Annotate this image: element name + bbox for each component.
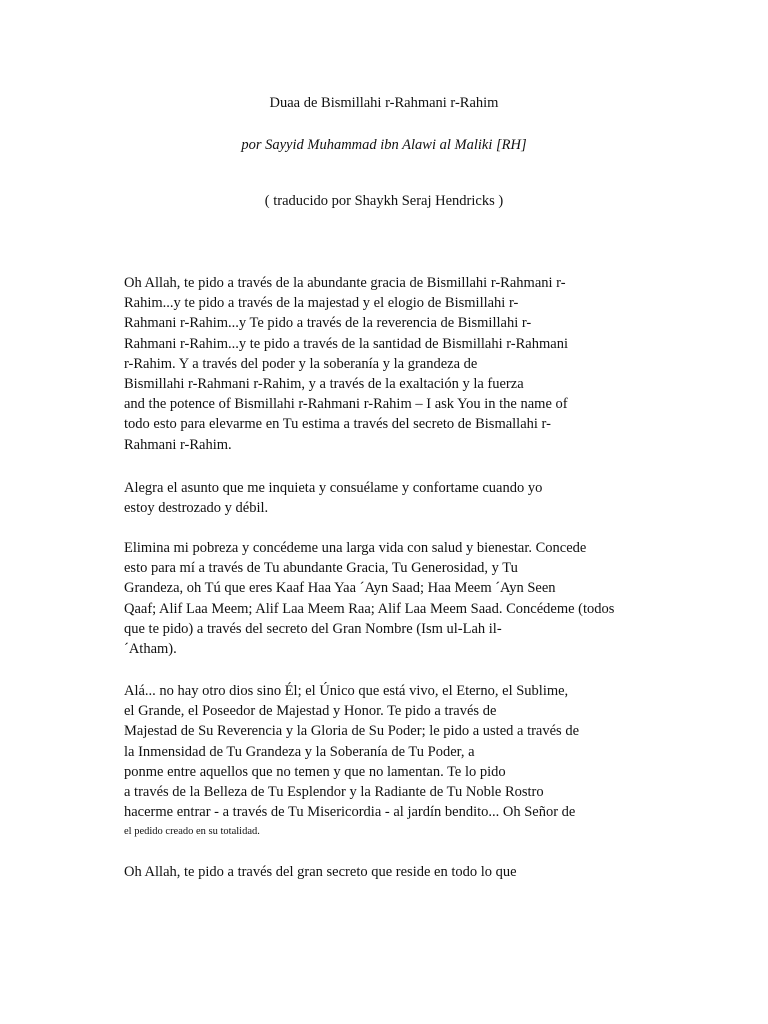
text-line: a través de la Belleza de Tu Esplendor y la Radiante de Tu Noble Rostro (124, 784, 544, 801)
paragraph-1 (124, 273, 644, 455)
paragraph-5 (124, 862, 644, 882)
text-line: Rahim...y te pido a través de la majestad y el elogio de Bismillahi r- (124, 295, 519, 312)
text-line: Alegra el asunto que me inquieta y consuélame y confortame cuando yo (124, 480, 543, 496)
text-line: que te pido) a través del secreto del Gran Nombre (Ism ul-Lah il- (124, 620, 502, 637)
text-line: Alá... no hay otro dios sino Él; el Único que está vivo, el Eterno, el Sublime, (124, 683, 569, 699)
paragraph-3 (124, 538, 644, 659)
text-line: Rahmani r-Rahim. (124, 436, 232, 453)
paragraph-4 (124, 681, 644, 843)
text-line: Oh Allah, te pido a través del gran secreto que reside en todo lo que (124, 864, 517, 880)
text-line: Majestad de Su Reverencia y la Gloria de Su Poder; le pido a usted a través de (124, 723, 580, 740)
text-line: Grandeza, oh Tú que eres Kaaf Haa Yaa ´Ayn Saad; Haa Meem ´Ayn Seen (124, 580, 556, 597)
text-line: el Grande, el Poseedor de Majestad y Honor. Te pido a través de (124, 703, 497, 720)
text-line: Rahmani r-Rahim...y te pido a través de la santidad de Bismillahi r-Rahmani (124, 335, 568, 352)
text-line: hacerme entrar - a través de Tu Misericordia - al jardín bendito... Oh Señor de (124, 804, 576, 821)
text-line: Oh Allah, te pido a través de la abundante gracia de Bismillahi r-Rahmani r- (124, 275, 566, 291)
document-translator: ( traducido por Shaykh Seraj Hendricks ) (264, 193, 504, 209)
text-line: el pedido creado en su totalidad. (124, 826, 260, 838)
text-line: estoy destrozado y débil. (124, 500, 269, 517)
text-line: and the potence of Bismillahi r-Rahmani r-Rahim – I ask You in the name of (124, 396, 568, 413)
text-line: todo esto para elevarme en Tu estima a través del secreto de Bismallahi r- (124, 416, 551, 433)
text-line: Elimina mi pobreza y concédeme una larga vida con salud y bienestar. Concede (124, 540, 587, 556)
text-line: r-Rahim. Y a través del poder y la soberanía y la grandeza de (124, 355, 478, 372)
text-line: Rahmani r-Rahim...y Te pido a través de la reverencia de Bismillahi r- (124, 315, 532, 332)
document-title: Duaa de Bismillahi r-Rahmani r-Rahim (269, 95, 499, 111)
text-line: Bismillahi r-Rahmani r-Rahim, y a través de la exaltación y la fuerza (124, 376, 524, 393)
text-line: la Inmensidad de Tu Grandeza y la Soberanía de Tu Poder, a (124, 743, 475, 760)
text-line: Qaaf; Alif Laa Meem; Alif Laa Meem Raa; Alif Laa Meem Saad. Concédeme (todos (124, 600, 615, 617)
document-author: por Sayyid Muhammad ibn Alawi al Maliki [RH] (241, 137, 527, 153)
text-line: ponme entre aquellos que no temen y que no lamentan. Te lo pido (124, 763, 506, 780)
paragraph-2 (124, 478, 644, 518)
text-line: ´Atham). (124, 641, 177, 658)
text-line: esto para mí a través de Tu abundante Gracia, Tu Generosidad, y Tu (124, 560, 518, 577)
